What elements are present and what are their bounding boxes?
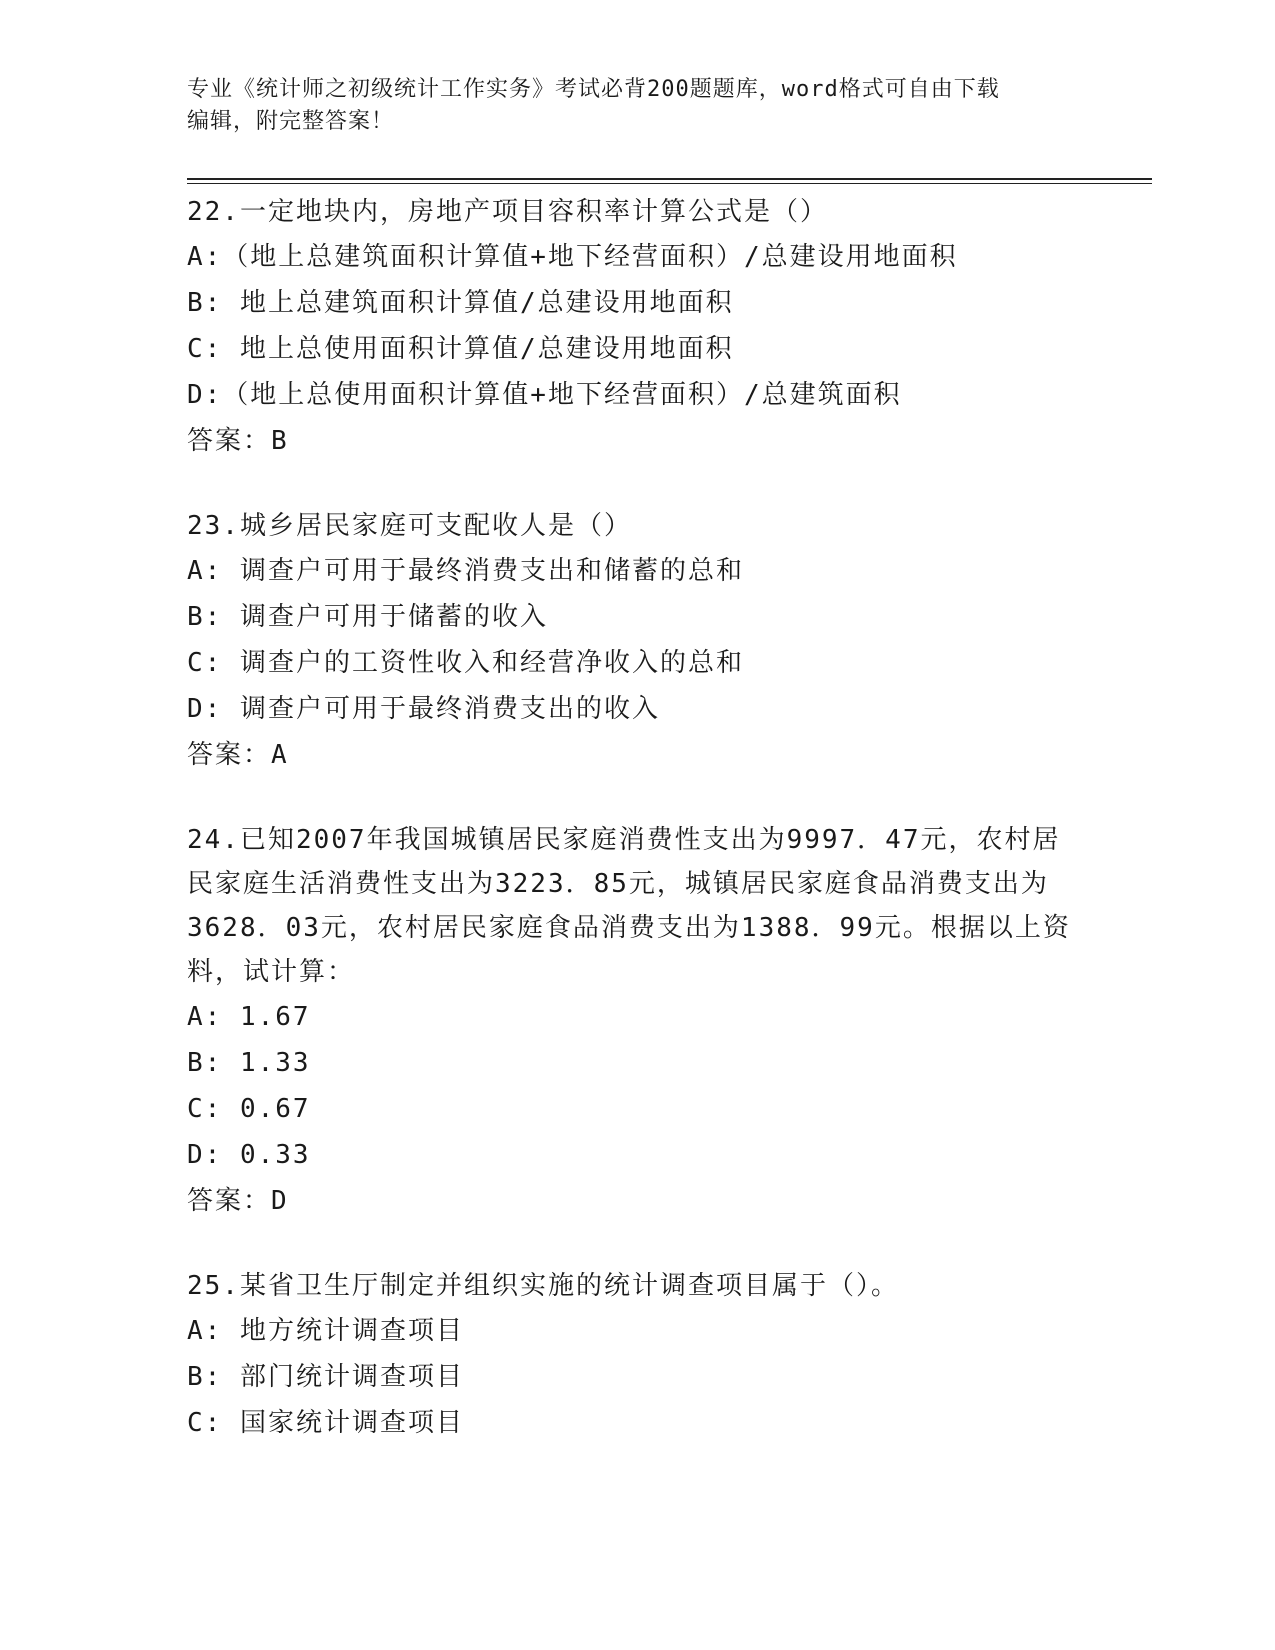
question-25: [187, 1264, 1087, 1446]
question-list: [187, 190, 1087, 1486]
option-a: A: 1.67: [187, 1002, 311, 1032]
document-header: [187, 74, 1067, 138]
question-stem-line-4: 料，试计算：: [187, 957, 356, 987]
question-stem-line-1: 24.已知2007年我国城镇居民家庭消费性支出为9997．47元，农村居: [187, 825, 1061, 855]
header-line-2: 编辑，附完整答案！: [187, 109, 395, 134]
question-stem: 22.一定地块内，房地产项目容积率计算公式是（）: [187, 197, 828, 227]
option-b: B: 1.33: [187, 1048, 311, 1078]
option-b: B: 地上总建筑面积计算值/总建设用地面积: [187, 288, 734, 318]
header-divider-thin: [187, 183, 1152, 184]
answer-value: D: [271, 1186, 289, 1216]
option-d: D: 0.33: [187, 1140, 311, 1170]
answer-label: 答案：: [187, 1186, 272, 1216]
answer-value: B: [271, 426, 289, 456]
question-24: [187, 818, 1087, 1224]
answer-line: [187, 732, 1087, 778]
option-c: C: 0.67: [187, 1094, 311, 1124]
option-b: B: 调查户可用于储蓄的收入: [187, 602, 548, 632]
question-stem: 23.城乡居民家庭可支配收人是（）: [187, 511, 632, 541]
option-a: A: 调查户可用于最终消费支出和储蓄的总和: [187, 556, 744, 586]
header-line-1: 专业《统计师之初级统计工作实务》考试必背200题题库，word格式可自由下载: [187, 77, 1000, 102]
option-c: C: 国家统计调查项目: [187, 1408, 464, 1438]
option-c: C: 地上总使用面积计算值/总建设用地面积: [187, 334, 734, 364]
question-stem: 25.某省卫生厅制定并组织实施的统计调查项目属于（）。: [187, 1271, 899, 1301]
answer-label: 答案：: [187, 740, 272, 770]
option-a: A: 地方统计调查项目: [187, 1316, 464, 1346]
answer-value: A: [271, 740, 289, 770]
option-b: B: 部门统计调查项目: [187, 1362, 464, 1392]
option-d: D:（地上总使用面积计算值+地下经营面积）/总建筑面积: [187, 380, 902, 410]
question-23: [187, 504, 1087, 778]
question-stem-line-3: 3628．03元，农村居民家庭食品消费支出为1388．99元。根据以上资: [187, 913, 1071, 943]
option-c: C: 调查户的工资性收入和经营净收入的总和: [187, 648, 744, 678]
option-a: A:（地上总建筑面积计算值+地下经营面积）/总建设用地面积: [187, 242, 958, 272]
question-22: [187, 190, 1087, 464]
answer-line: [187, 418, 1087, 464]
answer-label: 答案：: [187, 426, 272, 456]
question-stem-line-2: 民家庭生活消费性支出为3223．85元，城镇居民家庭食品消费支出为: [187, 869, 1049, 899]
header-divider-thick: [187, 178, 1152, 180]
option-d: D: 调查户可用于最终消费支出的收入: [187, 694, 660, 724]
answer-line: [187, 1178, 1087, 1224]
